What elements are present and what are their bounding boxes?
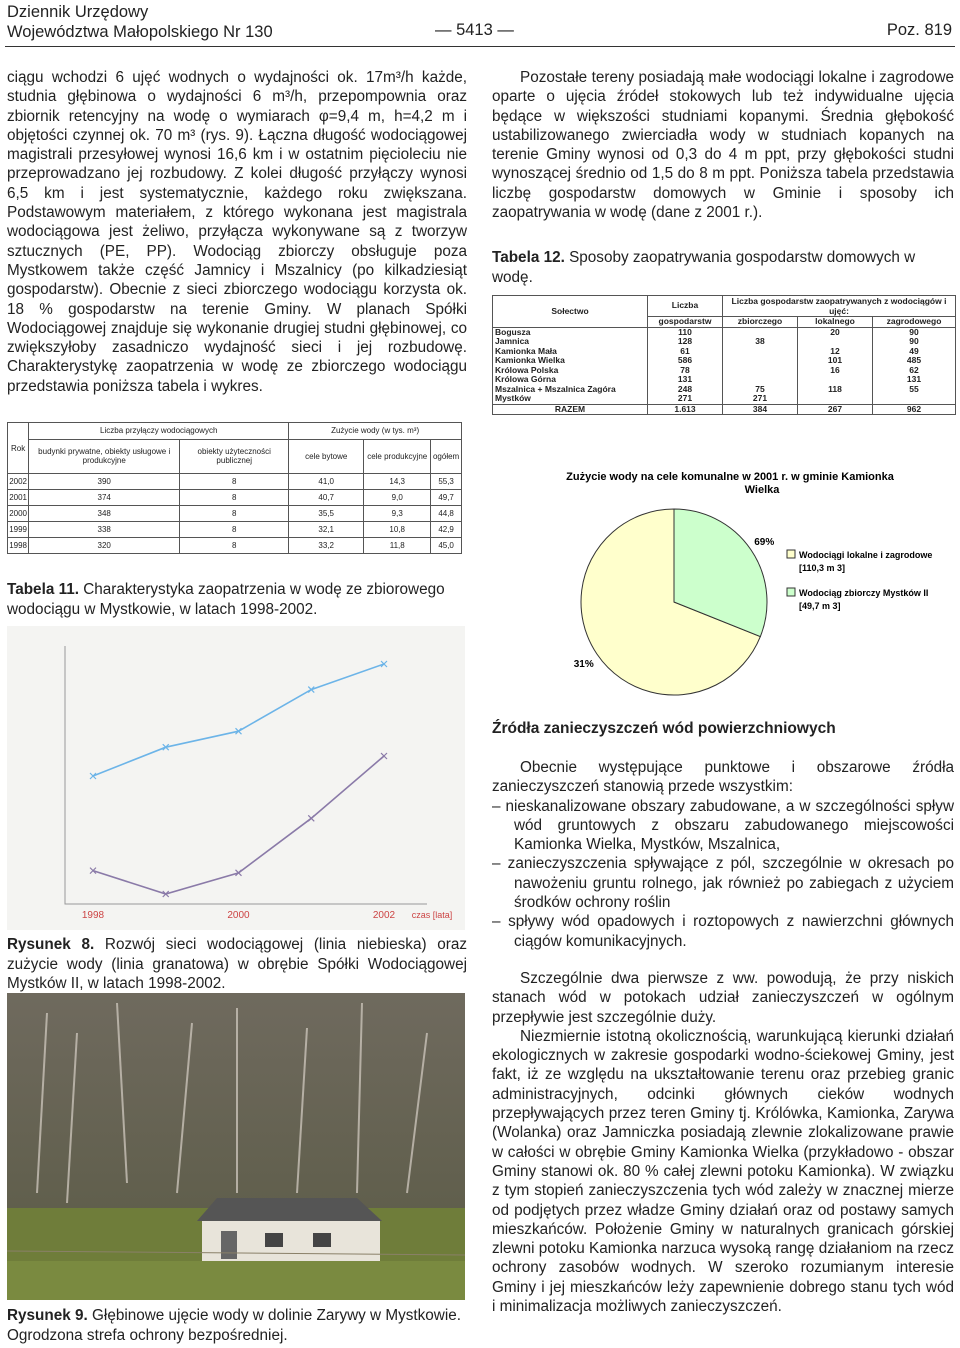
table-row	[8, 506, 462, 522]
caption-figure-8	[7, 935, 467, 994]
table-cell: 1999	[8, 522, 29, 538]
table-cell	[723, 356, 798, 366]
table-cell: 101	[798, 356, 873, 366]
table-cell	[798, 394, 873, 404]
chart-background	[7, 626, 465, 930]
table-cell: 271	[723, 394, 798, 404]
paragraph-3: Niezmiernie istotną okolicznością, warunkującą kierunki działań ekologicznych w zakresie gospodarki wodno-ściekowej Gminy, jest fakt, iż ze względu na ukształtowanie terenu oraz przebieg granic administracyjnych, odcinki głównych cieków wodnych przepływających przez teren Gminy tj. Królówka, Kamionka, Zarywa (Wolanka) oraz Jamniczka posiadają zlewnie zlokalizowane prawie w całości w obrębie Gminy Kamionka Wielka (przykładowo - obszar Gminy stanowi ok. 80 % całej zlewni potoku Kamionka). W związku z tym stopień zanieczyszczenia tych wód zależy w znacznej mierze od podjętych przez władze Gminy działań oraz od postawy samych mieszkańców. Położenie Gminy w naturalnych granicach górskiej zlewni potoku Kamionka narzuca wysoką rangę działaniom na rzecz ochrony zasobów wodnych. W szeroko rozumianym interesie Gminy i jej mieszkańców leży zapewnienie dobrego stanu tych wód i minimalizacja możliwych zanieczyszczeń.	[492, 1027, 954, 1316]
table-cell: Kamionka Mała	[493, 347, 648, 357]
bullet-item: – spływy wód opadowych i roztopowych z nawierzchni głównych ciągów komunikacyjnych.	[492, 913, 954, 950]
col-ogolem: ogółem	[431, 439, 462, 473]
table-cell: 8	[180, 474, 289, 490]
table-cell: 8	[180, 522, 289, 538]
table-cell: 390	[29, 474, 180, 490]
col-przylacza: Liczba przyłączy wodociągowych	[29, 423, 289, 440]
table-cell: 90	[873, 327, 956, 337]
caption-text: Sposoby zaopatrywania gospodarstw domowych w wodę.	[492, 249, 916, 286]
table-cell: 348	[29, 506, 180, 522]
col-obiekty: obiekty użyteczności publicznej	[180, 439, 289, 473]
table-cell: 110	[648, 327, 723, 337]
line-chart	[7, 626, 465, 930]
table-row	[493, 356, 956, 366]
legend-swatch	[787, 550, 795, 558]
table-cell: 1998	[8, 538, 29, 554]
x-axis-label: czas [lata]	[411, 910, 453, 920]
table-cell: 78	[648, 366, 723, 376]
table-cell: 9,0	[364, 490, 431, 506]
legend-label: Wodociągi lokalne i zagrodowe [110,3 m 3]	[799, 550, 933, 573]
section-intro: Obecnie występujące punktowe i obszarowe źródła zanieczyszczeń stanowią przede wszystkim:	[492, 759, 954, 796]
caption-label: Rysunek 9.	[7, 1307, 88, 1324]
total-cell: 1.613	[648, 404, 723, 415]
table-cell: 33,2	[289, 538, 364, 554]
table-cell: 49	[873, 347, 956, 357]
caption-figure-9	[7, 1306, 467, 1345]
total-cell: 962	[873, 404, 956, 415]
table-cell: 128	[648, 337, 723, 347]
table-cell: 10,8	[364, 522, 431, 538]
col-zagrodowego: zagrodowego	[873, 317, 956, 328]
total-cell: 267	[798, 404, 873, 415]
table-cell: Królowa Górna	[493, 375, 648, 385]
table-11	[7, 422, 462, 554]
table-row	[8, 474, 462, 490]
table-cell: 20	[798, 327, 873, 337]
journal-issue: Województwa Małopolskiego Nr 130	[7, 23, 273, 41]
table-cell: 8	[180, 506, 289, 522]
pie-title: Zużycie wody na cele komunalne w 2001 r. w gminie Kamionka Wielka	[566, 471, 894, 496]
table-cell: 485	[873, 356, 956, 366]
journal-header	[7, 2, 273, 42]
left-column	[7, 68, 467, 396]
caption-text: Charakterystyka zaopatrzenia w wodę ze zbiorowego wodociągu w Mystkowie, w latach 1998-2002.	[7, 581, 445, 618]
table-cell: 40,7	[289, 490, 364, 506]
paragraph-2: Szczególnie dwa pierwsze z ww. powodują, że przy niskich stanach wód w potokach udział zanieczyszczeń w ogólnym przepływie jest szczególnie duży.	[492, 969, 954, 1026]
slice-percent-label: 69%	[754, 536, 775, 548]
x-tick-label: 2000	[227, 910, 250, 921]
table-cell: 38	[723, 337, 798, 347]
table-cell: 2001	[8, 490, 29, 506]
section-body	[492, 758, 954, 1316]
intro-paragraph: Pozostałe tereny posiadają małe wodociągi lokalne i zagrodowe oparte o ujęcia źródeł stokowych lub też indywidualne ujęcia będące w większości studniami kopanymi. Średnia głębokość ustabilizowanego zwierciadła wody w studniach kopanych na terenie Gminy wynosi od 0,3 do 4 m ppt, przy głębokości studni wynoszącej średnio od 1,5 do 8 m ppt. Poniższa tabela przedstawia liczbę gospodarstw domowych w Gminie i sposoby ich zaopatrywania w wodę (dane z 2001 r.).	[492, 69, 954, 222]
table-cell: 118	[798, 385, 873, 395]
table-cell: 2002	[8, 474, 29, 490]
col-solectwo: Sołectwo	[493, 296, 648, 328]
table-cell: 131	[873, 375, 956, 385]
table-row	[493, 394, 956, 404]
table-cell: 62	[873, 366, 956, 376]
caption-table-11	[7, 580, 467, 619]
position-number: Poz. 819	[886, 21, 952, 39]
photo-water-intake	[7, 993, 465, 1300]
bullet-item: – nieskanalizowane obszary zabudowane, a w szczególności spływ wód gruntowych z obszaru zabudowanego miejscowości Kamionka Wielka, Mystków, Mszalnica,	[492, 797, 954, 854]
slice-percent-label: 31%	[573, 659, 594, 671]
table-cell	[723, 347, 798, 357]
col-zbiorczego: zbiorczego	[723, 317, 798, 328]
col-gospodarstw: gospodarstw	[648, 317, 723, 328]
bullet-item: – zanieczyszczenia spływające z pól, szczególnie w okresach po nawożeniu gruntu rolnego, jak również po zabiegach z użyciem środków ochrony roślin	[492, 855, 954, 912]
col-rok: Rok	[8, 423, 29, 474]
table-cell: 61	[648, 347, 723, 357]
table-cell: 42,9	[431, 522, 462, 538]
table-cell: 320	[29, 538, 180, 554]
table-cell: 41,0	[289, 474, 364, 490]
table-cell: 586	[648, 356, 723, 366]
table-row	[8, 490, 462, 506]
table-cell: Mystków	[493, 394, 648, 404]
table-cell: Mszalnica + Mszalnica Zagóra	[493, 385, 648, 395]
left-paragraph: ciągu wchodzi 6 ujęć wodnych o wydajności ok. 17m³/h każde, studnia głębinowa o wydajności 6 m³/h, przepompownia oraz zbiornik retencyjny na wodę o wymiarach φ=9,4 m, h=4,2 m i objętości czynnej ok. 70 m³ (rys. 9). Łączna długość wodociągowej magistrali przesyłowej wynosi 16,6 km i w ostatnim pięcioleciu nie przeprowadzano jej rozbudowy. Z kolei długość przyłączy wynosi 6,5 km i jest systematycznie, każdego roku zwiększana. Podstawowym materiałem, z którego wykonana jest magistrala wodociągowa jest żeliwo, przyłącza wykonywane są z tworzyw sztucznych (PE, PP). Wodociąg zbiorczy obsługuje poza Mystkowem także część Jamnicy i Mszalnicy (po kilkadziesiąt gospodarstw). Obecnie z sieci zbiorczego wodociągu korzysta ok. 18 % gospodarstw na terenie Gminy. W planach Spółki Wodociągowej znajduje się wykonanie drugiej studni głębinowej, co zwiększyłoby zasadniczo wydajność sieci i jej rozbudowę. Charakterystykę zaopatrzenia w wodę ze zbiorczego wodociągu przedstawia poniższa tabela i wykres.	[7, 69, 467, 395]
table-cell	[723, 366, 798, 376]
x-tick-label: 2002	[372, 910, 396, 921]
table-cell: 55	[873, 385, 956, 395]
table-cell: 8	[180, 490, 289, 506]
table-row	[493, 385, 956, 395]
caption-label: Rysunek 8.	[7, 936, 95, 953]
table-total-row	[493, 404, 956, 415]
table-cell: Jamnica	[493, 337, 648, 347]
table-cell: 8	[180, 538, 289, 554]
caption-text: Głębinowe ujęcie wody w dolinie Zarywy w Mystkowie. Ogrodzona strefa ochrony bezpośredniej.	[7, 1307, 461, 1344]
table-cell: 9,3	[364, 506, 431, 522]
legend-label: Wodociąg zbiorczy Mystków II [49,7 m 3]	[799, 588, 929, 611]
table-cell: 374	[29, 490, 180, 506]
x-tick-label: 1998	[81, 910, 105, 921]
table-row	[8, 538, 462, 554]
table-cell: 2000	[8, 506, 29, 522]
table-cell: Kamionka Wielka	[493, 356, 648, 366]
legend-swatch	[787, 588, 795, 596]
col-lokalnego: lokalnego	[798, 317, 873, 328]
table-cell: 35,5	[289, 506, 364, 522]
col-zaopatrywanych: Liczba gospodarstw zaopatrywanych z wodociągów i ujęć:	[723, 296, 956, 317]
caption-table-12	[492, 248, 954, 287]
header-rule	[5, 46, 955, 47]
table-row	[493, 366, 956, 376]
table-cell: 131	[648, 375, 723, 385]
table-row	[493, 327, 956, 337]
table-cell: 45,0	[431, 538, 462, 554]
table-cell: 338	[29, 522, 180, 538]
right-column-intro	[492, 68, 954, 222]
col-liczba: Liczba	[648, 296, 723, 317]
col-budynki: budynki prywatne, obiekty usługowe i produkcyjne	[29, 439, 180, 473]
table-12	[492, 295, 956, 415]
table-cell: Królowa Polska	[493, 366, 648, 376]
table-cell: 12	[798, 347, 873, 357]
col-bytowe: cele bytowe	[289, 439, 364, 473]
total-cell: 384	[723, 404, 798, 415]
table-cell: 44,8	[431, 506, 462, 522]
table-row	[8, 522, 462, 538]
caption-label: Tabela 11.	[7, 581, 79, 598]
table-cell: 16	[798, 366, 873, 376]
table-cell	[873, 394, 956, 404]
col-prod: cele produkcyjne	[364, 439, 431, 473]
table-cell: Bogusza	[493, 327, 648, 337]
table-cell: 75	[723, 385, 798, 395]
table-cell: 32,1	[289, 522, 364, 538]
section-title: Źródła zanieczyszczeń wód powierzchniowych	[492, 720, 836, 737]
col-zuzycie: Zużycie wody (w tys. m³)	[289, 423, 462, 440]
table-row	[493, 337, 956, 347]
table-cell: 11,8	[364, 538, 431, 554]
table-cell: 90	[873, 337, 956, 347]
pie-chart	[492, 462, 956, 702]
total-cell: RAZEM	[493, 404, 648, 415]
journal-title: Dziennik Urzędowy	[7, 3, 149, 21]
caption-label: Tabela 12.	[492, 249, 565, 266]
table-cell: 55,3	[431, 474, 462, 490]
table-cell: 14,3	[364, 474, 431, 490]
table-cell: 49,7	[431, 490, 462, 506]
page-number: — 5413 —	[435, 21, 514, 39]
table-cell: 248	[648, 385, 723, 395]
table-cell: 271	[648, 394, 723, 404]
caption-text: Rozwój sieci wodociągowej (linia niebieska) oraz zużycie wody (linia granatowa) w obrębie Spółki Wodociągowej Mystków II, w latach 1998-2002.	[7, 936, 468, 992]
